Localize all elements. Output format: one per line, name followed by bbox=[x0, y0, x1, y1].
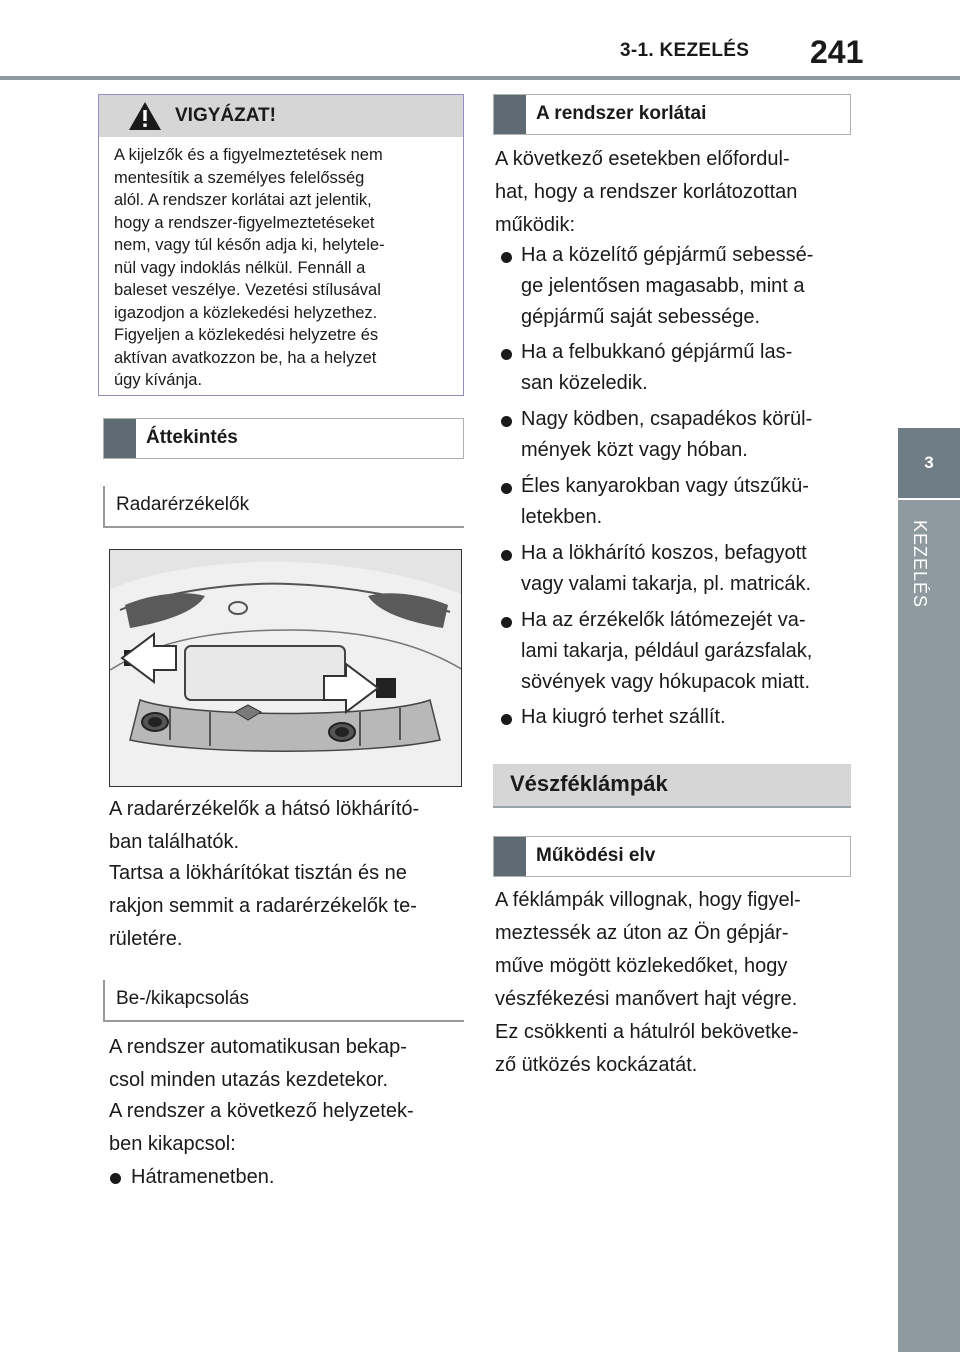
header-rule bbox=[0, 76, 960, 80]
warning-text: A kijelzők és a figyelmeztetések nem mentesítik a személyes felelősség alól. A rendszer korlátai azt jelentik, hogy a rendszer-figyelmeztetéseket nem, vagy túl későn adja ki, helytele- nül vagy indoklás nélkül. Fennáll a baleset veszélye. Vezetési stílusával igazodjon a közlekedési helyzethez. Figyeljen a közlekedési helyzetre és aktívan avatkozzon be, ha a helyzet úgy kívánja. bbox=[114, 146, 385, 389]
bullet-icon bbox=[501, 714, 512, 725]
chapter-tab-number: 3 bbox=[898, 428, 960, 498]
section-header-limits: A rendszer korlátai bbox=[493, 94, 851, 135]
section-header-overview: Áttekintés bbox=[103, 418, 464, 459]
section-header-operation: Működési elv bbox=[493, 836, 851, 877]
paragraph-limits-intro: A következő esetekben előfordul- hat, hogy a rendszer korlátozottan működik: bbox=[495, 148, 798, 236]
warning-triangle-icon bbox=[128, 101, 162, 131]
bullet-icon bbox=[501, 349, 512, 360]
bullet-icon bbox=[501, 483, 512, 494]
subheading-marker bbox=[103, 486, 105, 527]
chapter-tab-label: KEZELÉS bbox=[910, 520, 930, 609]
paragraph-turn-off: A rendszer a következő helyzetek- ben kikapcsol: bbox=[109, 1100, 414, 1155]
bullet-icon bbox=[501, 416, 512, 427]
warning-title: VIGYÁZAT! bbox=[175, 105, 276, 126]
bullet-weather: Nagy ködben, csapadékos körül- mények közt vagy hóban. bbox=[521, 408, 813, 461]
bullet-icon bbox=[501, 617, 512, 628]
bullet-icon bbox=[501, 550, 512, 561]
paragraph-operation: A féklámpák villognak, hogy figyel- meztessék az úton az Ön gépjár- műve mögött közlekedőket, hogy vészfékezési manővert hajt végre. Ez csökkenti a hátulról bekövetke- ző ütközés kockázatát. bbox=[495, 889, 801, 1076]
rear-bumper-illustration bbox=[109, 549, 462, 787]
paragraph-keep-clean: Tartsa a lökhárítókat tisztán és ne rakjon semmit a radarérzékelők te- rületére. bbox=[109, 862, 417, 950]
bullet-icon bbox=[110, 1173, 121, 1184]
paragraph-auto-on: A rendszer automatikusan bekap- csol minden utazás kezdetekor. bbox=[109, 1036, 407, 1091]
bullet-protruding-load: Ha kiugró terhet szállít. bbox=[521, 706, 726, 728]
paragraph-sensor-location: A radarérzékelők a hátsó lökhárító- ban találhatók. bbox=[109, 798, 420, 853]
bullet-slow-approach: Ha a felbukkanó gépjármű las- san közeledik. bbox=[521, 341, 793, 394]
section-title: 3-1. KEZELÉS bbox=[620, 40, 750, 61]
bullet-faster-vehicle: Ha a közelítő gépjármű sebessé- ge jelentősen magasabb, mint a gépjármű saját sebessége. bbox=[521, 244, 814, 328]
subheading-marker bbox=[103, 980, 105, 1021]
page-number: 241 bbox=[810, 34, 864, 70]
major-heading-brake-lights: Vészféklámpák bbox=[510, 771, 668, 796]
subheading-on-off: Be-/kikapcsolás bbox=[116, 988, 250, 1009]
major-heading-underline bbox=[493, 806, 851, 808]
car-rear-image bbox=[110, 550, 462, 787]
bullet-field-of-view: Ha az érzékelők látómezejét va- lami takarja, például garázsfalak, sövények vagy hókupacok miatt. bbox=[521, 609, 813, 693]
subheading-underline bbox=[103, 526, 464, 528]
subheading-underline bbox=[103, 1020, 464, 1022]
bullet-sharp-curves: Éles kanyarokban vagy útszűkü- letekben. bbox=[521, 475, 809, 528]
bullet-reverse: Hátramenetben. bbox=[131, 1166, 275, 1188]
subheading-radar-sensors: Radarérzékelők bbox=[116, 494, 250, 515]
bullet-icon bbox=[501, 252, 512, 263]
bullet-dirty-bumper: Ha a lökhárító koszos, befagyott vagy valami takarja, pl. matricák. bbox=[521, 542, 812, 595]
